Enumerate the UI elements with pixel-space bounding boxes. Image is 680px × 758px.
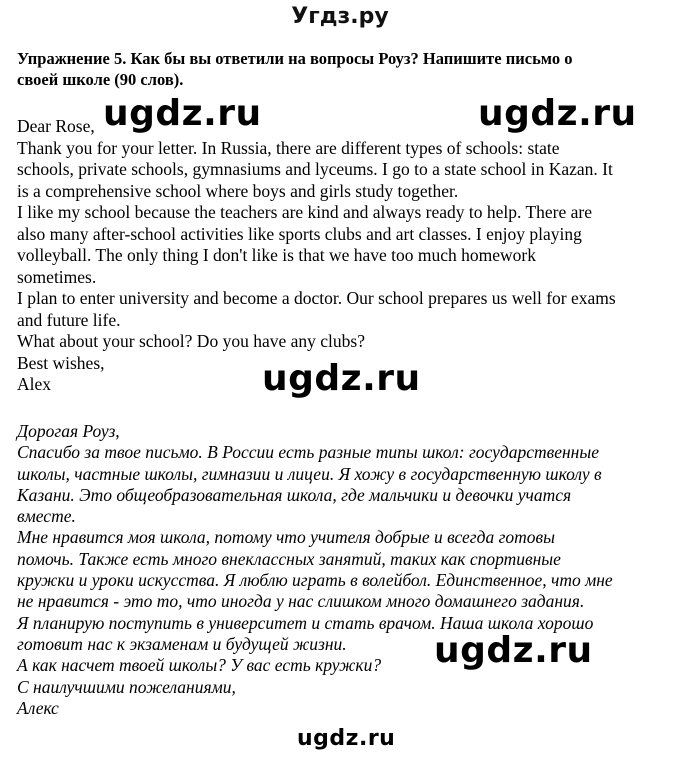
watermark: ugdz.ru bbox=[103, 93, 262, 134]
site-title: Угдз.ру bbox=[291, 4, 389, 29]
letter-line: Alex bbox=[17, 374, 52, 394]
letter-line: What about your school? Do you have any clubs? bbox=[17, 331, 365, 351]
letter-line: I like my school because the teachers are kind and always ready to help. There are bbox=[17, 202, 592, 222]
translation-line: кружки и уроки искусства. Я люблю играть в волейбол. Единственное, что мне bbox=[17, 570, 613, 591]
translation-line: Я планирую поступить в университет и стать врачом. Наша школа хорошо bbox=[17, 612, 594, 633]
translation-line: Мне нравится моя школа, потому что учителя добрые и всегда готовы bbox=[17, 527, 555, 548]
translation-line: С наилучшими пожеланиями, bbox=[17, 676, 236, 697]
watermark: ugdz.ru bbox=[297, 726, 396, 751]
heading-line: своей школе (90 слов). bbox=[17, 70, 184, 89]
russian-translation bbox=[17, 421, 667, 719]
translation-line: школы, частные школы, гимназии и лицеи. Я хожу в государственную школу в bbox=[17, 463, 602, 484]
translation-line: А как насчет твоей школы? У вас есть кружки? bbox=[17, 655, 382, 676]
exercise-heading bbox=[17, 48, 667, 90]
translation-line: не нравится - это то, что иногда у нас слишком много домашнего задания. bbox=[17, 591, 585, 612]
letter-line: I plan to enter university and become a doctor. Our school prepares us well for exams bbox=[17, 288, 616, 308]
letter-line: also many after-school activities like sports clubs and art classes. I enjoy playing bbox=[17, 223, 582, 244]
translation-line: Дорогая Роуз, bbox=[17, 421, 120, 441]
letter-line: Best wishes, bbox=[17, 352, 105, 373]
translation-line: готовит нас к экзаменам и будущей жизни. bbox=[17, 633, 347, 654]
translation-line: Казани. Это общеобразовательная школа, где мальчики и девочки учатся bbox=[17, 484, 572, 505]
english-letter bbox=[17, 116, 667, 396]
letter-line: volleyball. The only thing I don't like is that we have too much homework bbox=[17, 245, 536, 265]
watermark: ugdz.ru bbox=[478, 93, 637, 134]
translation-line: Алекс bbox=[17, 697, 59, 718]
letter-line: schools, private schools, gymnasiums and lyceums. I go to a state school in Kazan. It bbox=[17, 159, 613, 179]
watermark: ugdz.ru bbox=[262, 358, 421, 399]
translation-line: вместе. bbox=[17, 506, 76, 527]
letter-line: Dear Rose, bbox=[17, 116, 95, 136]
letter-line: sometimes. bbox=[17, 266, 97, 287]
watermark: ugdz.ru bbox=[434, 630, 593, 671]
translation-line: помочь. Также есть много внеклассных занятий, таких как спортивные bbox=[17, 548, 561, 569]
letter-line: Thank you for your letter. In Russia, there are different types of schools: state bbox=[17, 137, 560, 158]
letter-line: is a comprehensive school where boys and girls study together. bbox=[17, 180, 459, 201]
letter-line: and future life. bbox=[17, 309, 121, 330]
heading-line: Упражнение 5. Как бы вы ответили на вопросы Роуз? Напишите письмо о bbox=[17, 49, 573, 68]
translation-line: Спасибо за твое письмо. В России есть разные типы школ: государственные bbox=[17, 442, 599, 463]
